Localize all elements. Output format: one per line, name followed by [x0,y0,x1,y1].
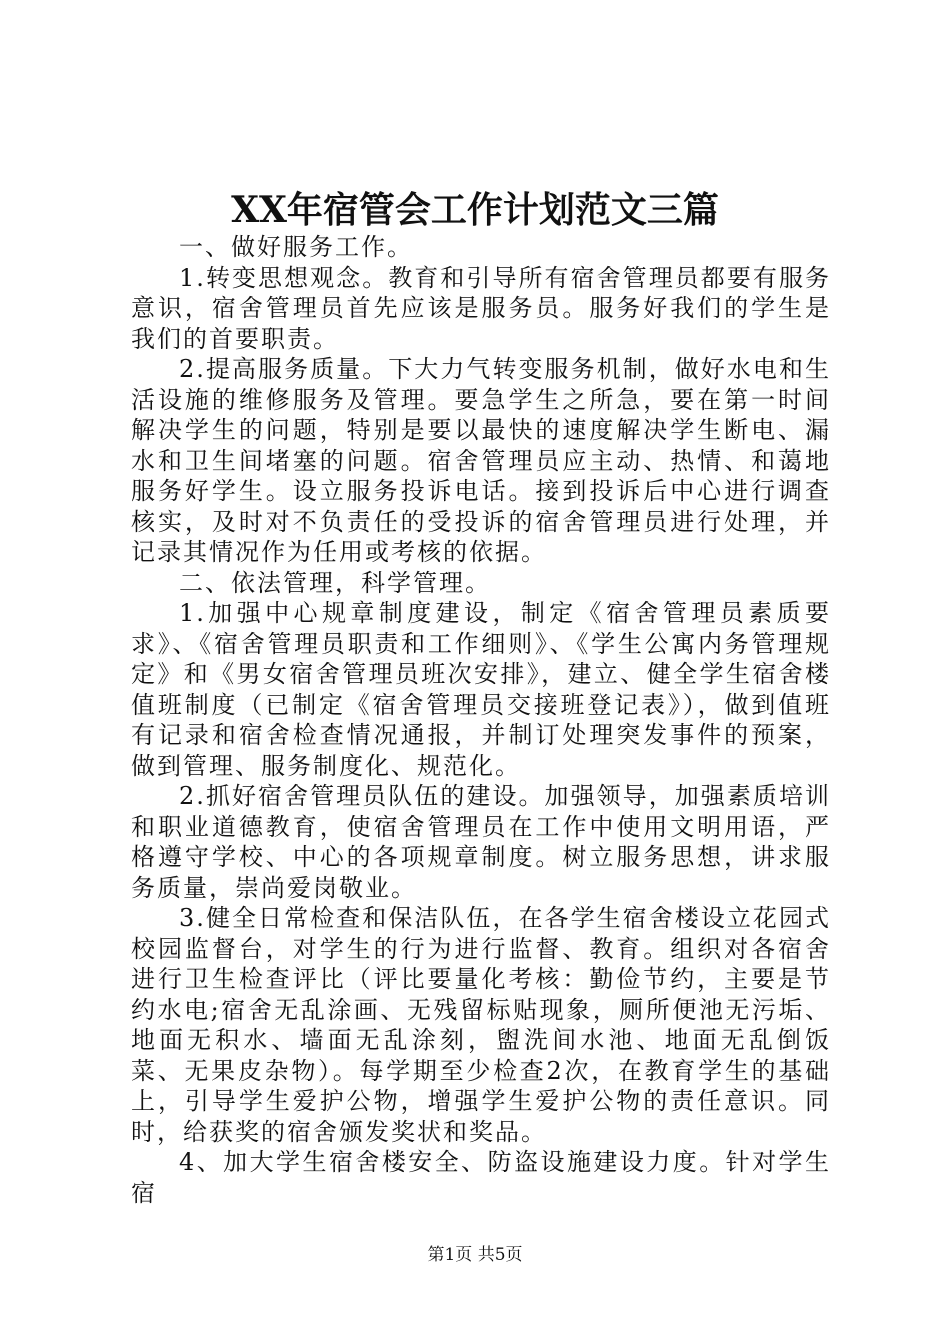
paragraph-section-1-heading: 一、做好服务工作。 [179,233,413,261]
page-footer: 第1页 共5页 [427,1245,523,1265]
paragraph-item-1-1: 1.转变思想观念。教育和引导所有宿舍管理员都要有服务意识，宿舍管理员首先应该是服务员。服务好我们的学生是我们的首要职责。 [131,263,831,353]
paragraph-item-2-3: 3.健全日常检查和保洁队伍，在各学生宿舍楼设立花园式校园监督台，对学生的行为进行监督、教育。组织对各宿舍进行卫生检查评比（评比要量化考核：勤俭节约，主要是节约水电;宿舍无乱涂画、无残留标贴现象，厕所便池无污垢、地面无积水、墙面无乱涂刻，盥洗间水池、地面无乱倒饭菜、无果皮杂物）。每学期至少检查2次，在教育学生的基础上，引导学生爱护公物，增强学生爱护公物的责任意识。同时，给获奖的宿舍颁发奖状和奖品。 [131,904,831,1146]
paragraph-item-2-2: 2.抓好宿舍管理员队伍的建设。加强领导，加强素质培训和职业道德教育，使宿舍管理员在工作中使用文明用语，严格遵守学校、中心的各项规章制度。树立服务思想，讲求服务质量，崇尚爱岗敬业。 [131,782,831,902]
paragraph-item-1-2: 2.提高服务质量。下大力气转变服务机制，做好水电和生活设施的维修服务及管理。要急学生之所急，要在第一时间解决学生的问题，特别是要以最快的速度解决学生断电、漏水和卫生间堵塞的问题。宿舍管理员应主动、热情、和蔼地服务好学生。设立服务投诉电话。接到投诉后中心进行调查核实，及时对不负责任的受投诉的宿舍管理员进行处理，并记录其情况作为任用或考核的依据。 [131,355,831,566]
paragraph-item-2-4: 4、加大学生宿舍楼安全、防盗设施建设力度。针对学生宿 [131,1148,831,1207]
document-title: XX年宿管会工作计划范文三篇 [231,189,719,231]
document-body [131,232,831,1208]
paragraph-item-2-1: 1.加强中心规章制度建设，制定《宿舍管理员素质要求》、《宿舍管理员职责和工作细则》、《学生公寓内务管理规定》和《男女宿舍管理员班次安排》，建立、健全学生宿舍楼值班制度（已制定《宿舍管理员交接班登记表》），做到值班有记录和宿舍检查情况通报，并制订处理突发事件的预案，做到管理、服务制度化、规范化。 [131,599,831,780]
paragraph-section-2-heading: 二、依法管理，科学管理。 [179,568,491,597]
